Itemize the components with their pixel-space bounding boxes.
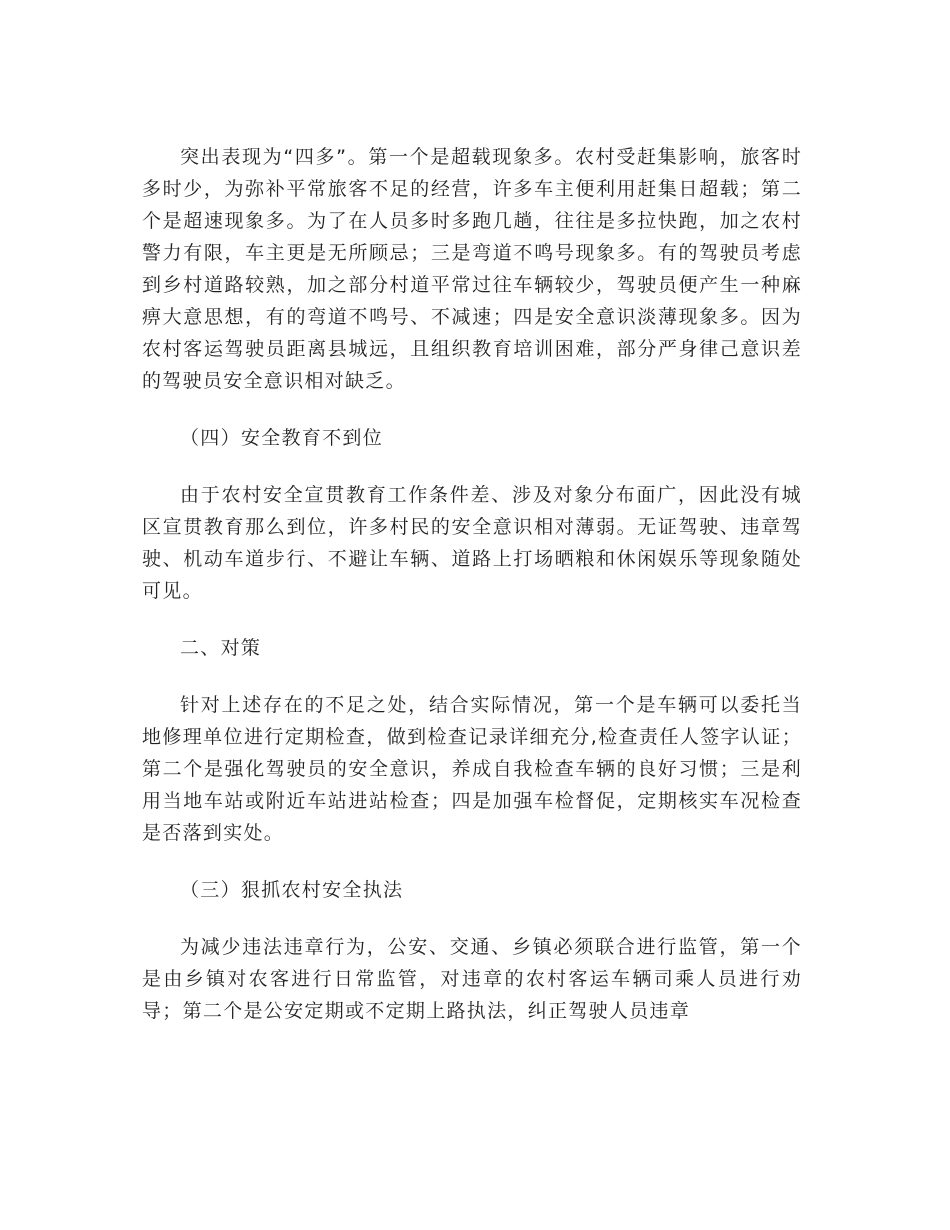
document-body — [142, 141, 802, 1052]
paragraph-vehicle-inspection: 针对上述存在的不足之处，结合实际情况，第一个是车辆可以委托当地修理单位进行定期检查，做到检查记录详细充分,检查责任人签字认证；第二个是强化驾驶员的安全意识，养成自我检查车辆的良好习惯；三是利用当地车站或附近车站进站检查；四是加强车检督促，定期核实车况检查是否落到实处。 — [142, 694, 802, 844]
heading-safety-education: （四）安全教育不到位 — [180, 427, 384, 449]
paragraph-four-excesses: 突出表现为“四多”。第一个是超载现象多。农村受赶集影响，旅客时多时少，为弥补平常旅客不足的经营，许多车主便利用赶集日超载；第二个是超速现象多。为了在人员多时多跑几趟，往往是多拉快跑，加之农村警力有限，车主更是无所顾忌；三是弯道不鸣号现象多。有的驾驶员考虑到乡村道路较熟，加之部分村道平常过往车辆较少，驾驶员便产生一种麻痹大意思想，有的弯道不鸣号、不减速；四是安全意识淡薄现象多。因为农村客运驾驶员距离县城远，且组织教育培训困难，部分严身律己意识差的驾驶员安全意识相对缺乏。 — [142, 146, 802, 392]
paragraph-law-enforcement: 为减少违法违章行为，公安、交通、乡镇必须联合进行监管，第一个是由乡镇对农客进行日常监管，对违章的农村客运车辆司乘人员进行劝导；第二个是公安定期或不定期上路执法，纠正驾驶人员违章 — [142, 936, 802, 1022]
paragraph-safety-education: 由于农村安全宣贯教育工作条件差、涉及对象分布面广，因此没有城区宣贯教育那么到位，许多村民的安全意识相对薄弱。无证驾驶、违章驾驶、机动车道步行、不避让车辆、道路上打场晒粮和休闲娱乐等现象随处可见。 — [142, 484, 802, 602]
heading-countermeasures: 二、对策 — [180, 637, 262, 659]
heading-law-enforcement: （三）狠抓农村安全执法 — [180, 879, 404, 901]
